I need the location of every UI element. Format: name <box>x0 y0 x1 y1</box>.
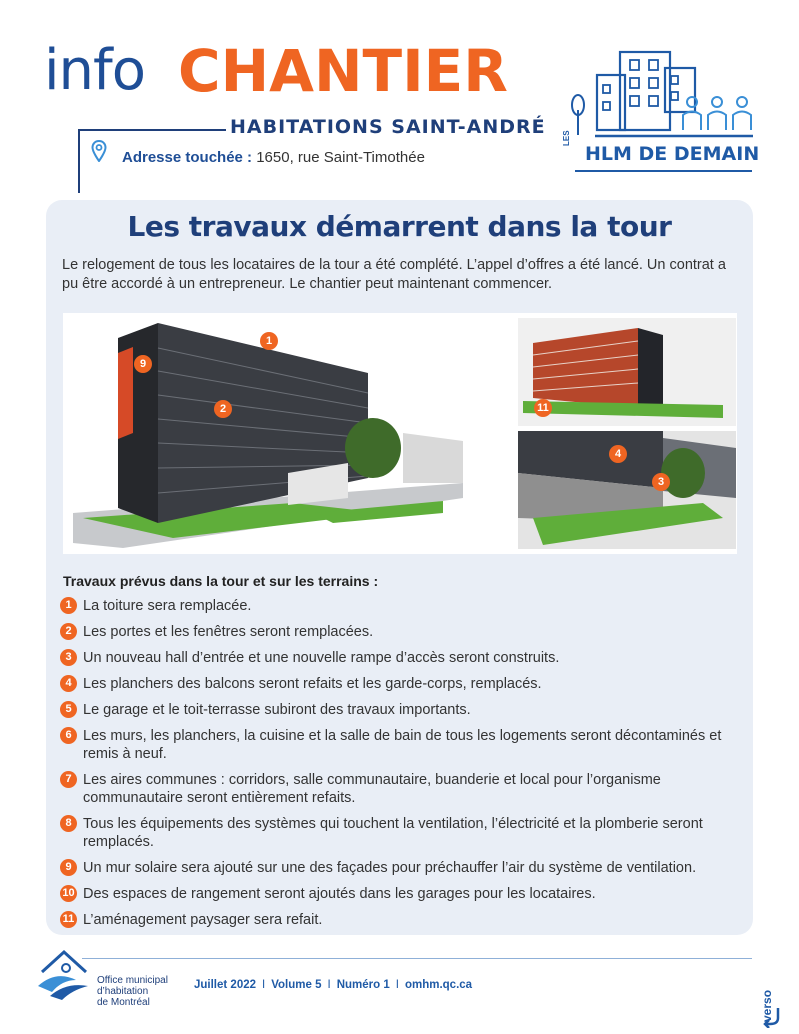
list-item <box>60 859 740 885</box>
header-divider-vertical <box>78 129 80 193</box>
item-text: Un mur solaire sera ajouté sur une des façades pour préchauffer l’air du système de ventilation. <box>83 860 697 876</box>
photo-marker: 1 <box>260 332 278 350</box>
org-line: de Montréal <box>97 997 150 1008</box>
works-list <box>60 597 740 933</box>
list-item <box>60 771 740 815</box>
org-line: Office municipal <box>97 975 168 986</box>
item-number-badge: 3 <box>60 649 77 666</box>
item-number-badge: 7 <box>60 771 77 788</box>
footer-divider <box>82 958 752 959</box>
logo-underline <box>575 170 752 172</box>
photo-marker: 9 <box>134 355 152 373</box>
photo-marker: 11 <box>534 399 552 417</box>
issue-number: Numéro 1 <box>336 979 390 991</box>
separator: I <box>327 979 331 991</box>
omhm-logo-icon <box>36 946 92 1004</box>
project-subtitle: HABITATIONS SAINT-ANDRÉ <box>230 116 546 138</box>
list-item <box>60 623 740 649</box>
headline: Les travaux démarrent dans la tour <box>127 210 672 243</box>
address-value: 1650, rue Saint-Timothée <box>256 149 425 166</box>
title-chantier: CHANTIER <box>178 37 508 105</box>
issue-volume: Volume 5 <box>271 979 322 991</box>
list-item <box>60 727 740 771</box>
item-text: Tous les équipements des systèmes qui touchent la ventilation, l’électricité et la plomberie seront remplacés. <box>83 816 703 850</box>
separator: I <box>395 979 399 991</box>
item-text: L’aménagement paysager sera refait. <box>83 912 323 928</box>
building-renderings-image <box>63 313 737 554</box>
item-text: Les murs, les planchers, la cuisine et la salle de bain de tous les logements seront décontaminés et remis à neuf. <box>83 728 722 762</box>
item-number-badge: 8 <box>60 815 77 832</box>
item-number-badge: 9 <box>60 859 77 876</box>
item-number-badge: 5 <box>60 701 77 718</box>
item-number-badge: 10 <box>60 885 77 902</box>
title-info: info <box>44 38 146 103</box>
issue-date: Juillet 2022 <box>194 979 257 991</box>
photo-marker: 4 <box>609 445 627 463</box>
item-text: La toiture sera remplacée. <box>83 598 252 614</box>
header-divider-horizontal <box>78 129 226 131</box>
item-text: Les planchers des balcons seront refaits et les garde-corps, remplacés. <box>83 676 542 692</box>
address-label: Adresse touchée : <box>122 149 253 166</box>
separator: I <box>262 979 266 991</box>
photo-marker: 2 <box>214 400 232 418</box>
website-link[interactable]: omhm.qc.ca <box>404 979 473 991</box>
issue-info <box>194 979 472 991</box>
logo-text: HLM DE DEMAIN <box>585 143 760 165</box>
intro-paragraph: Le relogement de tous les locataires de la tour a été complété. L’appel d’offres a été lancé. Un contrat a pu être accordé à un entrepreneur. Le chantier peut maintenant commencer. <box>62 257 726 292</box>
photo-marker: 3 <box>652 473 670 491</box>
list-item <box>60 701 740 727</box>
organization-name <box>97 975 168 1008</box>
item-number-badge: 2 <box>60 623 77 640</box>
renderings-photo-block <box>63 313 737 554</box>
list-item <box>60 815 740 859</box>
item-number-badge: 11 <box>60 911 77 928</box>
verso-label[interactable]: verso <box>760 989 774 1022</box>
works-list-title: Travaux prévus dans la tour et sur les terrains : <box>63 573 379 589</box>
address-line <box>122 149 425 166</box>
item-number-badge: 4 <box>60 675 77 692</box>
location-pin-icon <box>91 140 107 162</box>
item-text: Un nouveau hall d’entrée et une nouvelle rampe d’accès seront construits. <box>83 650 560 666</box>
list-item <box>60 911 740 933</box>
item-number-badge: 6 <box>60 727 77 744</box>
org-line: d’habitation <box>97 986 149 997</box>
list-item <box>60 597 740 623</box>
item-text: Le garage et le toit-terrasse subiront des travaux importants. <box>83 702 471 718</box>
item-text: Les aires communes : corridors, salle communautaire, buanderie et local pour l’organisme communautaire seront entièrement refaits. <box>83 772 661 806</box>
item-number-badge: 1 <box>60 597 77 614</box>
list-item <box>60 885 740 911</box>
list-item <box>60 675 740 701</box>
item-text: Des espaces de rangement seront ajoutés dans les garages pour les locataires. <box>83 886 596 902</box>
turn-page-arrow-icon[interactable] <box>760 1004 784 1028</box>
list-item <box>60 649 740 675</box>
logo-les-label: LES <box>562 130 571 146</box>
item-text: Les portes et les fenêtres seront remplacées. <box>83 624 374 640</box>
